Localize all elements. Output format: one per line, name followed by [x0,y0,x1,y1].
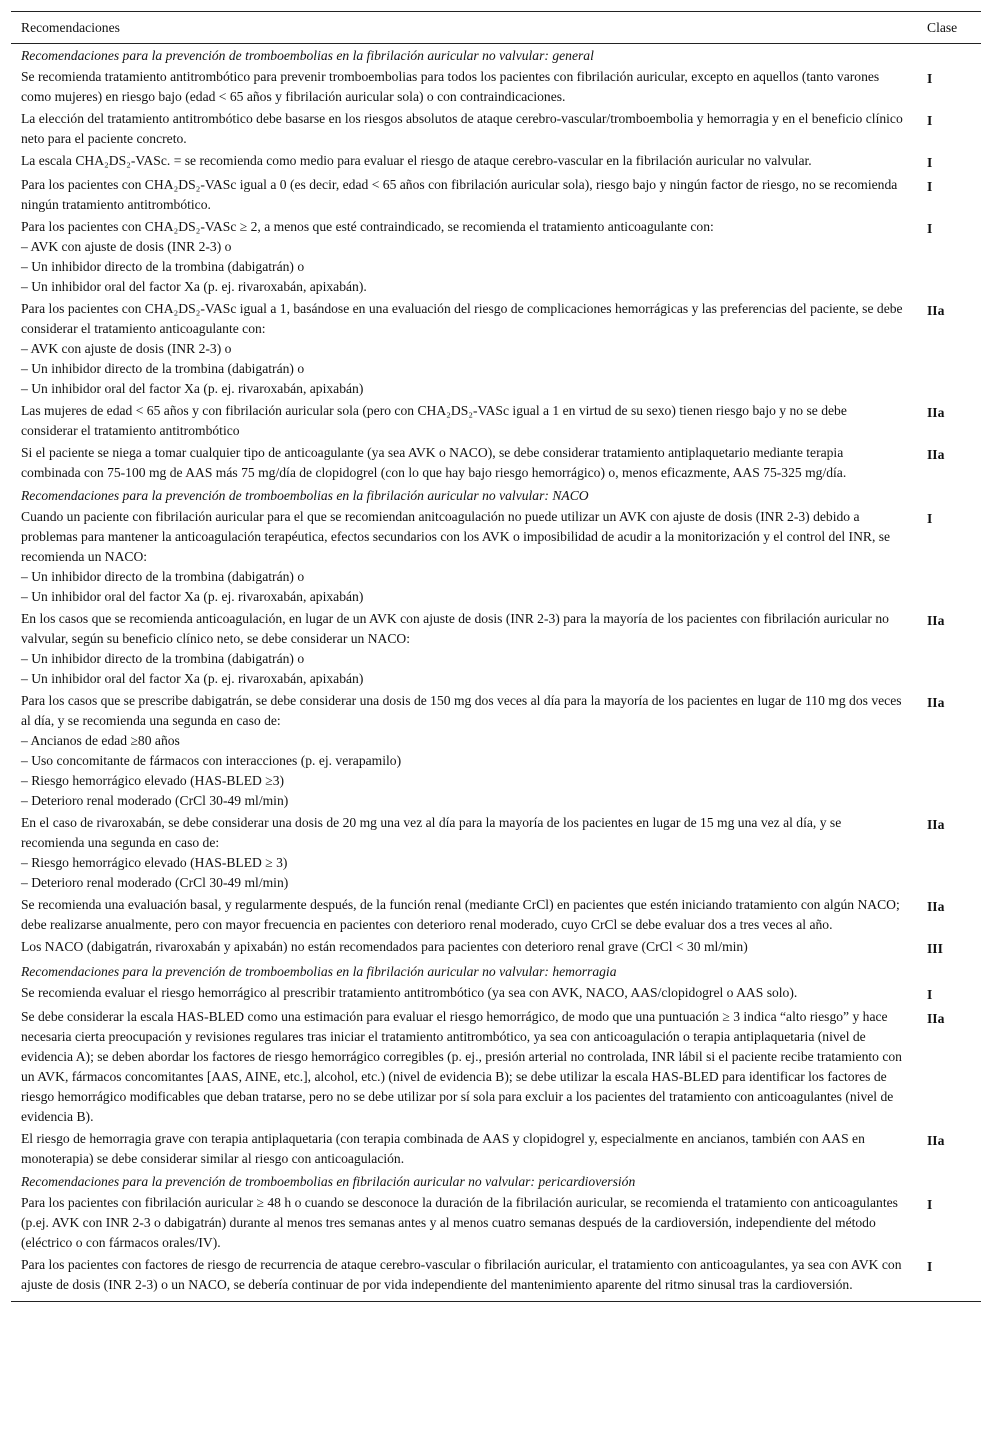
recommendation-subitem: – Un inhibidor directo de la trombina (dabigatrán) o [21,259,305,274]
recommendation-subitem: – Deterioro renal moderado (CrCl 30-49 ml/min) [21,875,289,890]
class-badge: IIa [927,447,945,462]
recommendation-line: Los NACO (dabigatrán, rivaroxabán y apixabán) no están recomendados para pacientes con deterioro renal grave (CrCl < 30 ml/min) [21,939,748,954]
recommendation-subitem: – AVK con ajuste de dosis (INR 2-3) o [21,341,232,356]
recommendation-text [11,66,915,108]
header-class: Clase [915,12,981,44]
recommendation-subitem: – Un inhibidor oral del factor Xa (p. ej. rivaroxabán, apixabán) [21,381,364,396]
recommendation-text [11,442,915,484]
class-badge: I [915,1254,981,1302]
table-row [11,894,981,936]
class-badge: I [927,511,933,526]
table-row [11,442,981,484]
recommendation-text [11,894,915,936]
class-badge: IIa [927,405,945,420]
recommendation-line: Las mujeres de edad < 65 años y con fibrilación auricular sola (pero con CHA₂DS₂-VASc igual a 1 en virtud de su sexo) tienen riesgo bajo y no se debe considerar el tratamiento antitrombótico [21,403,847,438]
class-badge: I [927,179,933,194]
recommendation-line: Cuando un paciente con fibrilación auricular para el que se recomiendan anitcoagulación no puede utilizar un AVK con ajuste de dosis (INR 2-3) debido a problemas para mantener la anticoagulación terapéutica, efectos secundarios con los AVK o imposibilidad de acudir a la monitorización y el control del INR, se recomienda un NACO: [21,509,891,564]
class-badge: IIa [927,1011,945,1026]
recommendation-subitem: – Un inhibidor directo de la trombina (dabigatrán) o [21,651,305,666]
section-row [11,44,981,67]
recommendation-text [11,1128,915,1170]
class-badge: IIa [927,695,945,710]
recommendation-subitem: – Un inhibidor oral del factor Xa (p. ej. rivaroxabán, apixabán). [21,279,367,294]
recommendation-subitem: – Un inhibidor directo de la trombina (dabigatrán) o [21,569,305,584]
recommendation-line: Para los pacientes con factores de riesgo de recurrencia de ataque cerebro-vascular o fibrilación auricular, el tratamiento con anticoagulantes, ya sea con AVK con ajuste de dosis (INR 2-3) o un NACO, se debería continuar de por vida independiente del mantenimiento aparente del ritmo sinusal tras la cardioversión. [21,1257,902,1292]
class-badge: IIa [927,899,945,914]
section-row [11,1170,981,1192]
table-row [11,216,981,298]
recommendation-subitem: – Ancianos de edad ≥80 años [21,733,180,748]
class-badge: III [927,941,943,956]
recommendation-text [11,1192,915,1254]
section-title: Recomendaciones para la prevención de tromboembolias en la fibrilación auricular no valvular: NACO [21,488,589,503]
recommendation-subitem: – Un inhibidor oral del factor Xa (p. ej. rivaroxabán, apixabán) [21,671,364,686]
table-row [11,1128,981,1170]
table-row [11,1192,981,1254]
table-row [11,66,981,108]
recommendation-line: Para los casos que se prescribe dabigatrán, se debe considerar una dosis de 150 mg dos veces al día para la mayoría de los pacientes en lugar de 110 mg dos veces al día, y se recomienda una segunda en caso de: [21,693,902,728]
section-title: Recomendaciones para la prevención de tromboembolias en fibrilación auricular no valvular: pericardioversión [21,1174,636,1189]
recommendation-text [11,1254,915,1302]
recommendation-text [11,982,915,1006]
recommendation-text [11,108,915,150]
recommendation-text [11,298,915,400]
recommendations-table-container [11,11,981,1302]
recommendation-subitem: – Riesgo hemorrágico elevado (HAS-BLED ≥ 3) [21,855,288,870]
recommendation-line: En el caso de rivaroxabán, se debe considerar una dosis de 20 mg una vez al día para la mayoría de los pacientes en lugar de 15 mg una vez al día, y se recomienda una segunda en caso de: [21,815,842,850]
class-badge: IIa [927,1133,945,1148]
section-row [11,484,981,506]
recommendation-line: Para los pacientes con CHA₂DS₂-VASc igual a 1, basándose en una evaluación del riesgo de complicaciones hemorrágicas y las preferencias del paciente, se debe considerar el tratamiento anticoagulante con: [21,301,903,336]
table-row [11,690,981,812]
class-badge: IIa [927,303,945,318]
recommendation-line: Se recomienda una evaluación basal, y regularmente después, de la función renal (mediante CrCl) en pacientes que estén iniciando tratamiento con algún NACO; debe realizarse anualmente, pero con mayor frecuencia en pacientes con deterioro renal moderado, cuyo CrCl se debe evaluar dos a tres veces al año. [21,897,900,932]
recommendation-line: El riesgo de hemorragia grave con terapia antiplaquetaria (con terapia combinada de AAS y clopidogrel y, especialmente en ancianos, también con AAS en monoterapia) se debe considerar similar al riesgo con anticoagulación. [21,1131,865,1166]
class-badge: I [927,987,933,1002]
recommendation-text [11,936,915,960]
recommendation-text [11,174,915,216]
recommendation-line: Se debe considerar la escala HAS-BLED como una estimación para evaluar el riesgo hemorrágico, de modo que una puntuación ≥ 3 indica “alto riesgo” y hace necesaria cierta preocupación y revisiones regulares tras iniciar el tratamiento antitrombótico, ya sea con anticoagulación o terapia antiplaquetaria (nivel de evidencia A); se deben abordar los factores de riesgo hemorrágico corregibles (p. ej., presión arterial no controlada, INR lábil si el paciente recibe tratamiento con un AVK, fármacos concomitantes [AAS, AINE, etc.], alcohol, etc.) (nivel de evidencia B); se debe utilizar la escala HAS-BLED para identificar los factores de riesgo hemorrágico modificables que deban tratarse, pero no se debe utilizar por sí sola para excluir a los pacientes del tratamiento con anticoagulantes (nivel de evidencia B). [21,1009,902,1124]
table-body [11,44,981,1302]
recommendation-text [11,1006,915,1128]
recommendation-text [11,690,915,812]
recommendation-subitem: – Riesgo hemorrágico elevado (HAS-BLED ≥3) [21,773,285,788]
class-badge: IIa [927,613,945,628]
recommendations-table [11,11,981,1302]
recommendation-text [11,812,915,894]
section-row [11,960,981,982]
class-badge: I [927,71,933,86]
recommendation-text [11,506,915,608]
table-row [11,150,981,174]
recommendation-line: La escala CHA₂DS₂-VASc. = se recomienda como medio para evaluar el riesgo de ataque cerebro-vascular en la fibrilación auricular no valvular. [21,153,812,168]
table-row [11,108,981,150]
table-header-row [11,12,981,44]
class-badge: I [927,155,933,170]
recommendation-line: Para los pacientes con CHA₂DS₂-VASc ≥ 2, a menos que esté contraindicado, se recomienda el tratamiento anticoagulante con: [21,219,714,234]
table-row [11,506,981,608]
class-badge: IIa [927,817,945,832]
recommendation-subitem: – Un inhibidor oral del factor Xa (p. ej. rivaroxabán, apixabán) [21,589,364,604]
section-title: Recomendaciones para la prevención de tromboembolias en la fibrilación auricular no valvular: general [21,48,594,63]
section-title: Recomendaciones para la prevención de tromboembolias en la fibrilación auricular no valvular: hemorragia [21,964,617,979]
table-row [11,298,981,400]
recommendation-line: En los casos que se recomienda anticoagulación, en lugar de un AVK con ajuste de dosis (INR 2-3) para la mayoría de los pacientes con fibrilación auricular no valvular, según su beneficio clínico neto, se debe considerar un NACO: [21,611,889,646]
class-badge: I [927,113,933,128]
recommendation-line: Para los pacientes con fibrilación auricular ≥ 48 h o cuando se desconoce la duración de la fibrilación auricular, se recomienda el tratamiento con anticoagulantes (p.ej. AVK con INR 2-3 o dabigatrán) durante al menos tres semanas antes y al menos cuatro semanas después de la cardioversión, independiente del método (eléctrico o con fármacos orales/IV). [21,1195,898,1250]
class-badge: I [927,1197,933,1212]
table-row [11,608,981,690]
recommendation-text [11,216,915,298]
table-row [11,982,981,1006]
recommendation-line: La elección del tratamiento antitrombótico debe basarse en los riesgos absolutos de ataque cerebro-vascular/tromboembolia y hemorragia y en el beneficio clínico neto para el paciente concreto. [21,111,903,146]
recommendation-line: Se recomienda tratamiento antitrombótico para prevenir tromboembolias para todos los pacientes con fibrilación auricular, excepto en aquellos (tanto varones como mujeres) en riesgo bajo (edad < 65 años y fibrilación auricular sola) o con contraindicaciones. [21,69,880,104]
recommendation-line: Para los pacientes con CHA₂DS₂-VASc igual a 0 (es decir, edad < 65 años con fibrilación auricular sola), riesgo bajo y ningún factor de riesgo, no se recomienda ningún tratamiento antitrombótico. [21,177,898,212]
recommendation-subitem: – Deterioro renal moderado (CrCl 30-49 ml/min) [21,793,289,808]
class-badge: I [927,221,933,236]
recommendation-line: Se recomienda evaluar el riesgo hemorrágico al prescribir tratamiento antitrombótico (ya sea con AVK, NACO, AAS/clopidogrel o AAS solo). [21,985,798,1000]
table-row [11,1006,981,1128]
recommendation-subitem: – Uso concomitante de fármacos con interacciones (p. ej. verapamilo) [21,753,402,768]
recommendation-text [11,150,915,174]
table-row [11,936,981,960]
recommendation-subitem: – Un inhibidor directo de la trombina (dabigatrán) o [21,361,305,376]
table-row [11,812,981,894]
table-row [11,174,981,216]
recommendation-line: Si el paciente se niega a tomar cualquier tipo de anticoagulante (ya sea AVK o NACO), se debe considerar tratamiento antiplaquetario mediante terapia combinada con 75-100 mg de AAS más 75 mg/día de clopidogrel (con lo que hay bajo riesgo hemorrágico) o, menos eficazmente, AAS 75-325 mg/día. [21,445,847,480]
table-row [11,1254,981,1302]
recommendation-subitem: – AVK con ajuste de dosis (INR 2-3) o [21,239,232,254]
recommendation-text [11,400,915,442]
recommendation-text [11,608,915,690]
header-recommendations: Recomendaciones [11,12,915,44]
table-row [11,400,981,442]
